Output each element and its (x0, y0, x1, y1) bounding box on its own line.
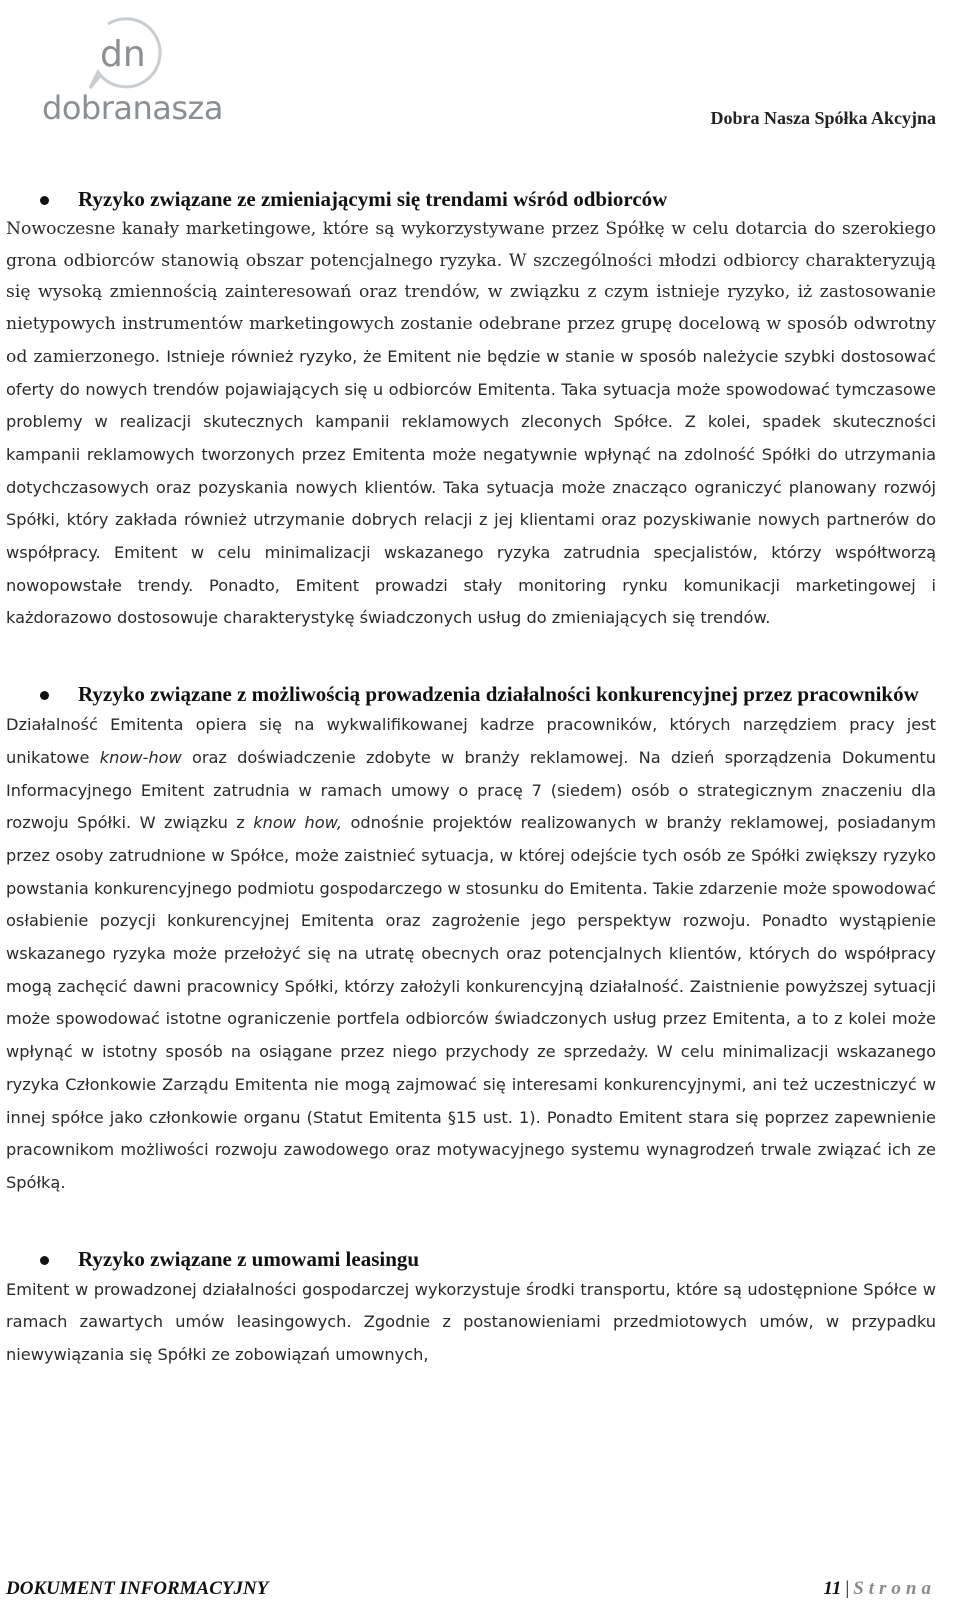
footer-page-info (823, 1578, 936, 1600)
risk-section-competition (6, 679, 936, 1200)
section-heading-text: Ryzyko związane ze zmieniającymi się trendami wśród odbiorców (78, 187, 668, 211)
section-heading (6, 1244, 936, 1274)
paragraph-italic: know how, (253, 813, 342, 833)
risk-section-leasing (6, 1244, 936, 1372)
section-paragraph (6, 709, 936, 1200)
paragraph-part: oraz doświadczenie zdobyte w branży reklamowej. Na dzień sporządzenia Dokumentu Informacyjnego Emitent zatrudnia w ramach umowy o pracę 7 (siedem) osób o strategicznym znaczeniu dla rozwoju Spółki. W związku z (6, 747, 936, 833)
page-number: 11 (823, 1578, 842, 1599)
footer-document-title: DOKUMENT INFORMACYJNY (6, 1578, 269, 1599)
footer-separator: | (845, 1578, 850, 1599)
section-heading-text: Ryzyko związane z możliwością prowadzenia działalności konkurencyjnej przez pracowników (78, 682, 919, 707)
risk-section-trends (6, 184, 936, 635)
section-heading-text: Ryzyko związane z umowami leasingu (78, 1246, 420, 1271)
bullet-icon (40, 1256, 49, 1265)
logo-brand: dobranasza (42, 89, 223, 127)
company-logo (38, 14, 248, 132)
bullet-icon (40, 691, 49, 700)
logo-mark: dn (100, 34, 146, 75)
company-name: Dobra Nasza Spółka Akcyjna (710, 108, 936, 128)
section-heading (6, 184, 936, 214)
document-body (6, 184, 936, 1416)
paragraph-part: Nowoczesne kanały marketingowe, które są wykorzystywane przez Spółkę w celu dotarcia do szerokiego grona odbiorców stanowią obszar potencjalnego ryzyka. W szczególności młodzi odbiorcy charakteryzują się wysoką zmiennością zainteresowań oraz trendów, w związku z czym istnieje ryzyko, iż zastosowanie nietypowych instrumentów marketingowych zostanie odebrane przez grupę docelową w sposób odwrotny od zamierzonego. (6, 219, 936, 367)
paragraph-part: Emitent w prowadzonej działalności gospodarczej wykorzystuje środki transportu, które są udostępnione Spółce w ramach zawartych umów leasingowych. Zgodnie z postanowieniami przedmiotowych umów, w przypadku niewywiązania się Spółki ze zobowiązań umownych, (6, 1279, 936, 1365)
section-paragraph (6, 214, 936, 635)
page-word: Strona (853, 1578, 936, 1599)
paragraph-part: odnośnie projektów realizowanych w branży reklamowej, posiadanym przez osoby zatrudnione w Spółce, może zaistnieć sytuacja, w której odejście tych osób ze Spółki zwiększy ryzyko powstania konkurencyjnego podmiotu gospodarczego w stosunku do Emitenta. Takie zdarzenie może spowodować osłabienie pozycji konkurencyjnej Emitenta oraz zagrożenie jego perspektyw rozwoju. Ponadto wystąpienie wskazanego ryzyka może przełożyć się na utratę obecnych oraz potencjalnych klientów, których do współpracy mogą zachęcić dawni pracownicy Spółki, którzy założyli konkurencyjną działalność. Zaistnienie powyższej sytuacji może spowodować istotne ograniczenie portfela odbiorców świadczonych usług przez Emitenta, a to z kolei może wpłynąć w istotny sposób na osiągane przez niego przychody ze sprzedaży. W celu minimalizacji wskazanego ryzyka Członkowie Zarządu Emitenta nie mogą zajmować się interesami konkurencyjnymi, ani też uczestniczyć w innej spółce jako członkowie organu (Statut Emitenta §15 ust. 1). Ponadto Emitent stara się poprzez zapewnienie pracownikom możliwości rozwoju zawodowego oraz motywacyjnego systemu wynagrodzeń trwale związać ich ze Spółką. (6, 813, 936, 1192)
section-paragraph (6, 1274, 936, 1372)
section-heading (6, 679, 936, 709)
paragraph-part: Działalność Emitenta opiera się na wykwalifikowanej kadrze pracowników, których narzędziem pracy jest unikatowe (6, 715, 936, 767)
paragraph-part: Istnieje również ryzyko, że Emitent nie będzie w stanie w sposób należycie szybki dostosować oferty do nowych trendów pojawiających się u odbiorców Emitenta. Taka sytuacja może spowodować tymczasowe problemy w realizacji skutecznych kampanii reklamowych zleconych Spółce. Z kolei, spadek skuteczności kampanii reklamowych tworzonych przez Emitenta może negatywnie wpłynąć na zdolność Spółki do utrzymania dotychczasowych oraz pozyskania nowych klientów. Taka sytuacja może znacząco ograniczyć planowany rozwój Spółki, który zakłada również utrzymanie dobrych relacji z jej klientami oraz pozyskiwanie nowych partnerów do współpracy. Emitent w celu minimalizacji wskazanego ryzyka zatrudnia specjalistów, którzy współtworzą nowopowstałe trendy. Ponadto, Emitent prowadzi stały monitoring rynku komunikacji marketingowej i każdorazowo dostosowuje charakterystykę świadczonych usług do zmieniających się trendów. (6, 346, 936, 628)
logo-mark-icon (38, 14, 248, 94)
paragraph-italic: know-how (99, 747, 182, 767)
bullet-icon (40, 196, 49, 205)
